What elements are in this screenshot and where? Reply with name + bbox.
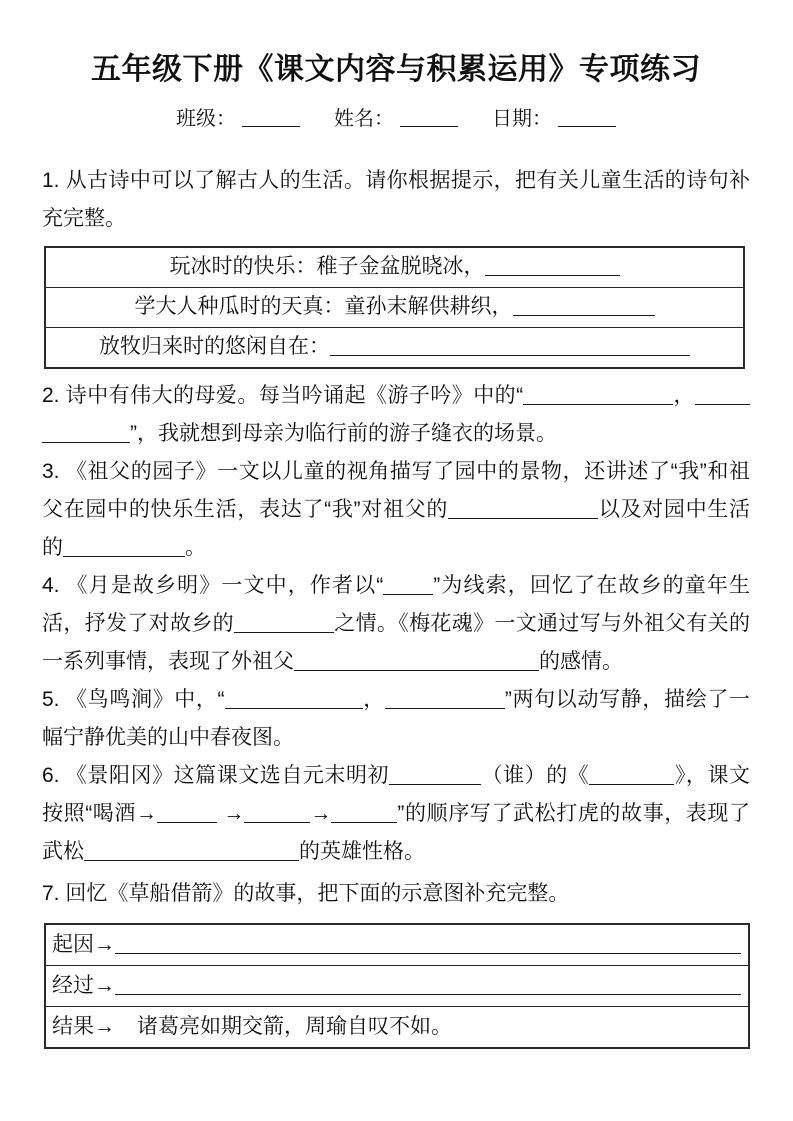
- question-4: [42, 567, 750, 681]
- poem-row-2-text: 学大人种瓜时的天真：童孙末解供耕织，: [134, 295, 513, 318]
- table-row: [46, 248, 743, 288]
- fill-in-blank: [695, 383, 750, 405]
- question-6-text: 6. 《景阳冈》这篇课文选自元末明初: [42, 764, 390, 787]
- fill-in-blank: [389, 763, 481, 785]
- table-row: [46, 1007, 748, 1047]
- question-2-text: ，: [673, 384, 695, 407]
- question-5: [42, 681, 750, 757]
- fill-in-blank: [42, 421, 130, 443]
- poem-row-1-text: 玩冰时的快乐：稚子金盆脱晓冰，: [169, 255, 485, 278]
- question-6: [42, 757, 750, 871]
- question-4-text: 之情。《梅花魂》一文通过写与外祖父有关的一系列事情，表现了外祖父: [42, 612, 751, 673]
- question-2-text: 2. 诗中有伟大的母爱。每当吟诵起《游子吟》中的“: [42, 384, 524, 407]
- question-7-text: 7. 回忆《草船借箭》的故事，把下面的示意图补充完整。: [42, 882, 570, 905]
- table-row: [46, 288, 743, 328]
- question-1: [42, 162, 750, 238]
- question-6-text: （谁）的《: [481, 764, 590, 787]
- fill-in-blank: [115, 973, 741, 995]
- class-field: [176, 104, 300, 134]
- question-4-text: 4. 《月是故乡明》一文中，作者以“: [42, 574, 384, 597]
- question-3-text: 以及对园中生活的: [42, 498, 750, 559]
- question-1-text: 1. 从古诗中可以了解古人的生活。请你根据提示，把有关儿童生活的诗句补充完整。: [42, 169, 750, 230]
- question-5-text: ”两句以动写静，描绘了一幅宁静优美的山中春夜图。: [42, 688, 751, 749]
- question-3-text: 。: [185, 536, 206, 559]
- fill-in-blank: [448, 497, 598, 519]
- fill-in-blank: [385, 687, 505, 709]
- fill-in-blank: [523, 383, 673, 405]
- date-blank: [558, 108, 616, 127]
- process-label: 经过→: [52, 974, 115, 997]
- question-6-text: ”的顺序写了武松打虎的故事，表现了武松: [42, 802, 750, 863]
- fill-in-blank: [330, 334, 690, 356]
- class-label: 班级：: [176, 108, 236, 130]
- fill-in-blank: [513, 294, 655, 316]
- fill-in-blank: [485, 254, 620, 276]
- question-6-text: →: [310, 802, 332, 825]
- class-blank: [242, 108, 300, 127]
- student-info-line: [42, 104, 750, 134]
- fill-in-blank: [115, 932, 741, 954]
- question-2: [42, 377, 750, 453]
- fill-in-blank: [383, 573, 433, 595]
- table-row: [46, 328, 743, 367]
- question-2-text: ”，我就想到母亲为临行前的游子缝衣的场景。: [130, 422, 557, 445]
- poem-table: [44, 246, 745, 369]
- table-row: [46, 966, 748, 1007]
- question-3: [42, 453, 750, 567]
- fill-in-blank: [331, 801, 397, 823]
- fill-in-blank: [225, 687, 363, 709]
- fill-in-blank: [157, 801, 217, 823]
- question-6-text: →: [216, 802, 245, 825]
- question-4-text: 的感情。: [539, 650, 623, 673]
- question-4-text: ”为线索，回忆了在故乡的童年生活，抒发了对故乡的: [42, 574, 750, 635]
- fill-in-blank: [244, 801, 310, 823]
- question-7: [42, 875, 750, 913]
- result-label: 结果→: [52, 1015, 115, 1038]
- fill-in-blank: [589, 763, 674, 785]
- date-field: [492, 104, 616, 134]
- result-text: 诸葛亮如期交箭，周瑜自叹不如。: [137, 1015, 452, 1038]
- cause-label: 起因→: [52, 933, 115, 956]
- question-3-text: 3. 《祖父的园子》一文以儿童的视角描写了园中的景物，还讲述了“我”和祖父在园中的快乐生活，表达了“我”对祖父的: [42, 460, 750, 521]
- poem-row-3-text: 放牧归来时的悠闲自在：: [99, 335, 330, 358]
- question-5-text: ，: [362, 688, 385, 711]
- fill-in-blank: [63, 535, 185, 557]
- name-blank: [400, 108, 458, 127]
- question-6-text: 》，课文按照“喝酒→: [42, 764, 751, 825]
- question-5-text: 5. 《鸟鸣涧》中，“: [42, 688, 225, 711]
- fill-in-blank: [294, 649, 539, 671]
- date-label: 日期：: [492, 108, 552, 130]
- page-title: 五年级下册《课文内容与积累运用》专项练习: [91, 53, 701, 86]
- question-6-text: 的英雄性格。: [299, 840, 425, 863]
- fill-in-blank: [84, 839, 299, 861]
- fill-in-blank: [234, 611, 334, 633]
- table-row: [46, 925, 748, 966]
- story-flow-table: [44, 923, 750, 1049]
- name-label: 姓名：: [334, 108, 394, 130]
- name-field: [334, 104, 458, 134]
